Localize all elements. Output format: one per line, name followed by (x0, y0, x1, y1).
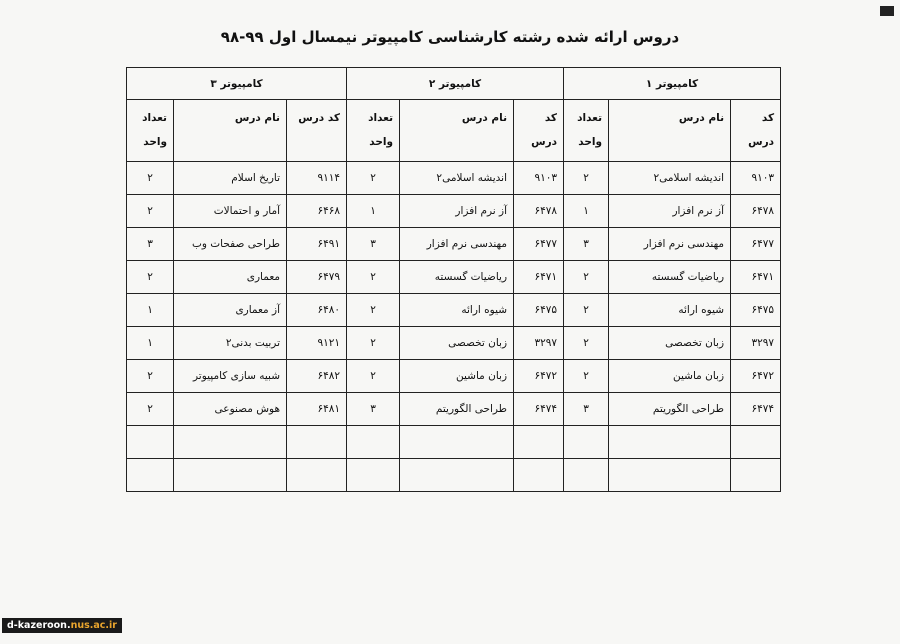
course-code: ۶۴۸۲ (287, 360, 347, 393)
course-name: هوش مصنوعی (174, 393, 287, 426)
course-code: ۶۴۷۲ (731, 360, 781, 393)
course-units: ۳ (127, 228, 174, 261)
course-units: ۲ (564, 327, 609, 360)
empty-row (127, 459, 781, 492)
empty-cell (564, 426, 609, 459)
course-units: ۳ (347, 393, 400, 426)
table-row (127, 294, 781, 327)
empty-cell (127, 426, 174, 459)
course-units: ۱ (347, 195, 400, 228)
course-name: اندیشه اسلامی۲ (609, 162, 731, 195)
empty-cell (564, 459, 609, 492)
course-name: زبان تخصصی (400, 327, 514, 360)
course-code: ۶۴۸۱ (287, 393, 347, 426)
col-header-code: کد درس (287, 100, 347, 162)
table-row (127, 360, 781, 393)
page-title: دروس ارائه شده رشته کارشناسی کامپیوتر نیمسال اول ۹۹-۹۸ (220, 28, 680, 46)
empty-cell (174, 459, 287, 492)
course-units: ۲ (564, 294, 609, 327)
course-name: ریاضیات گسسته (400, 261, 514, 294)
course-units: ۱ (127, 327, 174, 360)
course-name: آز نرم افزار (400, 195, 514, 228)
course-units: ۲ (347, 261, 400, 294)
group-header-computer-2: کامپیوتر ۲ (347, 68, 564, 100)
course-units: ۳ (347, 228, 400, 261)
empty-cell (609, 426, 731, 459)
course-name: شیوه ارائه (400, 294, 514, 327)
course-units: ۲ (347, 294, 400, 327)
course-units: ۳ (564, 228, 609, 261)
col-header-units: تعداد واحد (564, 100, 609, 162)
course-name: طراحی الگوریتم (609, 393, 731, 426)
course-name: آز معماری (174, 294, 287, 327)
empty-cell (400, 459, 514, 492)
course-units: ۱ (564, 195, 609, 228)
course-units: ۲ (127, 360, 174, 393)
table-row (127, 327, 781, 360)
col-header-units: تعداد واحد (347, 100, 400, 162)
empty-cell (127, 459, 174, 492)
empty-cell (609, 459, 731, 492)
course-units: ۱ (127, 294, 174, 327)
col-header-code: کد درس (731, 100, 781, 162)
course-name: مهندسی نرم افزار (400, 228, 514, 261)
course-code: ۶۴۹۱ (287, 228, 347, 261)
empty-row (127, 426, 781, 459)
course-units: ۳ (564, 393, 609, 426)
course-code: ۹۱۱۴ (287, 162, 347, 195)
course-code: ۶۴۷۴ (731, 393, 781, 426)
course-code: ۶۴۷۵ (514, 294, 564, 327)
table-row (127, 261, 781, 294)
course-name: معماری (174, 261, 287, 294)
course-units: ۲ (127, 162, 174, 195)
course-name: مهندسی نرم افزار (609, 228, 731, 261)
empty-cell (400, 426, 514, 459)
course-name: زبان ماشین (400, 360, 514, 393)
course-name: آمار و احتمالات (174, 195, 287, 228)
table-row (127, 228, 781, 261)
col-header-units: تعداد واحد (127, 100, 174, 162)
course-code: ۶۴۷۹ (287, 261, 347, 294)
empty-cell (514, 426, 564, 459)
course-code: ۳۲۹۷ (731, 327, 781, 360)
course-code: ۶۴۷۲ (514, 360, 564, 393)
course-name: ریاضیات گسسته (609, 261, 731, 294)
col-header-name: نام درس (174, 100, 287, 162)
course-name: زبان تخصصی (609, 327, 731, 360)
course-units: ۲ (564, 360, 609, 393)
course-code: ۶۴۷۸ (514, 195, 564, 228)
course-code: ۹۱۲۱ (287, 327, 347, 360)
empty-cell (347, 426, 400, 459)
empty-cell (347, 459, 400, 492)
col-header-name: نام درس (400, 100, 514, 162)
col-header-code: کد درس (514, 100, 564, 162)
course-code: ۶۴۷۱ (731, 261, 781, 294)
course-code: ۳۲۹۷ (514, 327, 564, 360)
course-code: ۹۱۰۳ (514, 162, 564, 195)
course-code: ۶۴۷۸ (731, 195, 781, 228)
empty-cell (731, 459, 781, 492)
course-name: تربیت بدنی۲ (174, 327, 287, 360)
course-code: ۶۴۷۱ (514, 261, 564, 294)
group-header-computer-3: کامپیوتر ۳ (127, 68, 347, 100)
group-header-computer-1: کامپیوتر ۱ (564, 68, 781, 100)
course-name: طراحی صفحات وب (174, 228, 287, 261)
course-table (126, 67, 781, 492)
course-code: ۶۴۸۰ (287, 294, 347, 327)
course-units: ۲ (347, 327, 400, 360)
course-name: شبیه سازی کامپیوتر (174, 360, 287, 393)
course-units: ۲ (127, 261, 174, 294)
course-name: طراحی الگوریتم (400, 393, 514, 426)
course-units: ۲ (127, 393, 174, 426)
course-name: زبان ماشین (609, 360, 731, 393)
course-name: آز نرم افزار (609, 195, 731, 228)
course-code: ۶۴۶۸ (287, 195, 347, 228)
table-row (127, 393, 781, 426)
course-code: ۶۴۷۵ (731, 294, 781, 327)
course-code: ۶۴۷۴ (514, 393, 564, 426)
course-units: ۲ (127, 195, 174, 228)
site-watermark: d-kazeroon.nus.ac.ir (2, 618, 122, 633)
course-units: ۲ (347, 360, 400, 393)
empty-cell (514, 459, 564, 492)
empty-cell (287, 459, 347, 492)
course-units: ۲ (564, 261, 609, 294)
col-header-name: نام درس (609, 100, 731, 162)
course-code: ۶۴۷۷ (731, 228, 781, 261)
empty-cell (174, 426, 287, 459)
course-name: تاریخ اسلام (174, 162, 287, 195)
table-row (127, 162, 781, 195)
course-units: ۲ (564, 162, 609, 195)
empty-cell (731, 426, 781, 459)
empty-cell (287, 426, 347, 459)
course-units: ۲ (347, 162, 400, 195)
course-code: ۶۴۷۷ (514, 228, 564, 261)
table-row (127, 195, 781, 228)
course-code: ۹۱۰۳ (731, 162, 781, 195)
scan-corner-mark (880, 6, 894, 16)
course-name: اندیشه اسلامی۲ (400, 162, 514, 195)
course-name: شیوه ارائه (609, 294, 731, 327)
